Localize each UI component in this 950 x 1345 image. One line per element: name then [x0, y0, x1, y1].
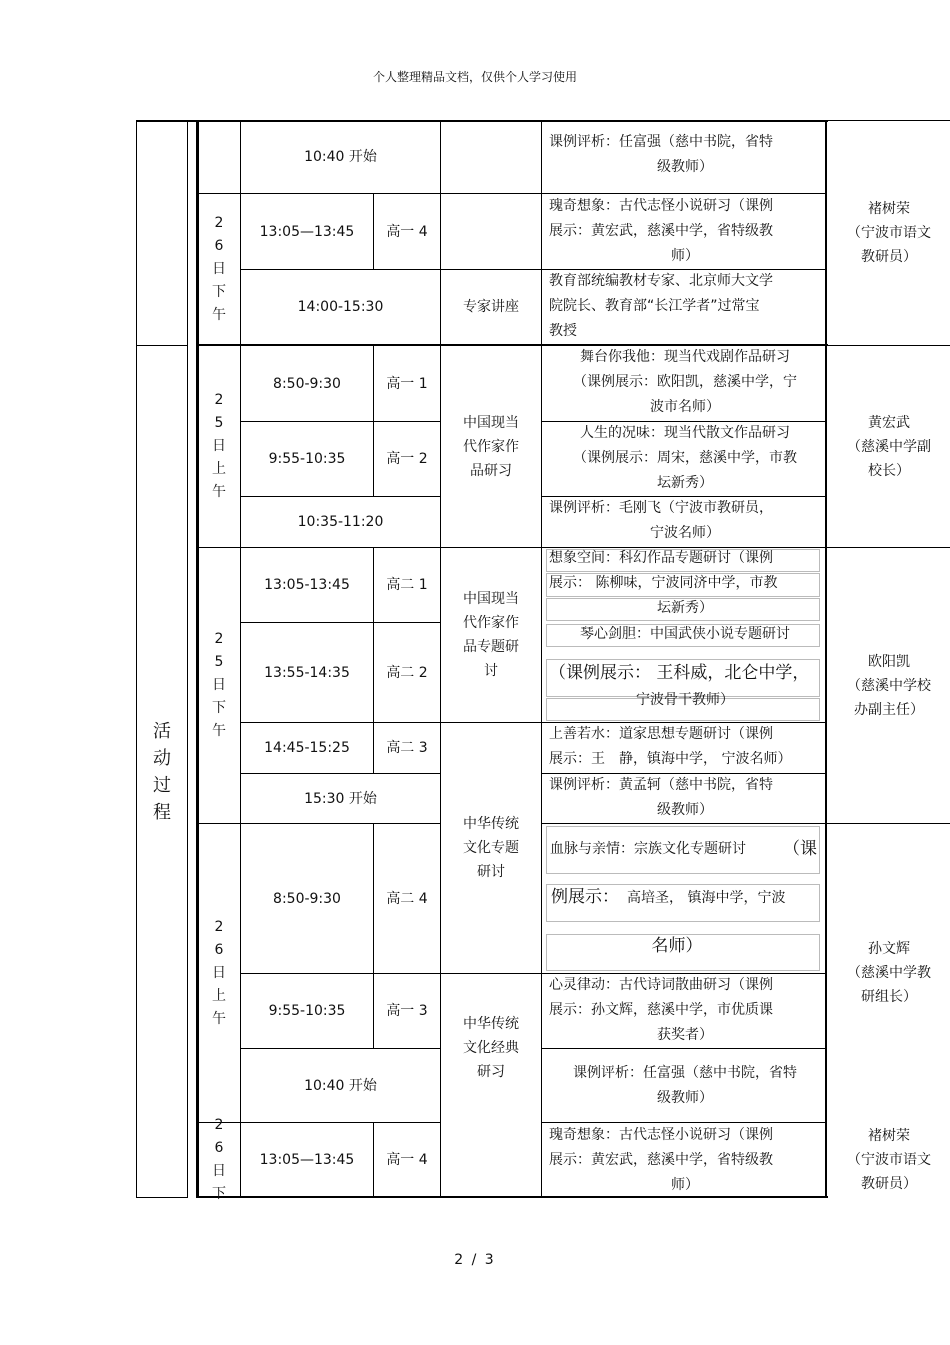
- desc-cell: 上善若水：道家思想专题研讨（课例 展示：王 静，镇海中学， 宁波名师）: [549, 726, 792, 767]
- grade-cell: 高一 4: [386, 1152, 428, 1168]
- page-number: 2 / 3: [454, 1252, 496, 1268]
- topic-cell: 中国现当 代作家作 品专题研 讨: [463, 591, 519, 679]
- desc-cell: 想象空间：科幻作品专题研讨（课例 展示： 陈柳味，宁波同济中学，市教 坛新秀）: [549, 550, 778, 616]
- page-header: 个人整理精品文档，仅供个人学习使用: [372, 70, 577, 84]
- time-cell: 14:45-15:25: [264, 740, 350, 756]
- host-cell: 孙文辉 （慈溪中学教 研组长）: [847, 941, 931, 1005]
- grade-cell: 高二 3: [386, 740, 428, 756]
- desc-cell: 课例评析：黄孟轲（慈中书院，省特 级教师）: [549, 777, 773, 818]
- grade-cell: 高一 3: [386, 1003, 428, 1019]
- time-cell: 8:50-9:30: [273, 375, 341, 392]
- desc-cell: 瑰奇想象：古代志怪小说研习（课例 展示：黄宏武，慈溪中学，省特级教 师）: [549, 1127, 773, 1193]
- grade-cell: 高二 1: [386, 577, 428, 593]
- topic-cell: 中国现当 代作家作 品研习: [463, 414, 519, 479]
- desc-cell: 血脉与亲情：宗族文化专题研讨 （课 例展示： 高培圣， 镇海中学，宁波 名师）: [550, 839, 817, 956]
- section-label: 活动过程: [153, 720, 171, 823]
- time-cell: 13:05—13:45: [259, 1152, 355, 1168]
- desc-cell: 课例评析：任富强（慈中书院，省特 级教师）: [549, 134, 773, 175]
- grade-cell: 高一 2: [386, 451, 428, 467]
- topic-cell: 中华传统 文化专题 研讨: [463, 816, 519, 880]
- grade-cell: 高二 4: [386, 890, 428, 907]
- time-cell: 15:30 开始: [304, 790, 377, 807]
- desc-cell: 课例评析：任富强（慈中书院，省特 级教师）: [573, 1065, 797, 1106]
- day-cell: 26日下: [212, 1117, 226, 1202]
- day-cell: 26日上午: [212, 918, 226, 1027]
- host-cell: 黄宏武 （慈溪中学副 校长）: [847, 414, 931, 479]
- time-cell: 8:50-9:30: [273, 890, 341, 907]
- grade-cell: 高二 2: [386, 664, 428, 681]
- time-cell: 14:00-15:30: [297, 299, 384, 315]
- desc-cell: 瑰奇想象：古代志怪小说研习（课例 展示：黄宏武，慈溪中学，省特级教 师）: [549, 198, 773, 264]
- topic-cell: 中华传统 文化经典 研习: [463, 1016, 519, 1080]
- time-cell: 9:55-10:35: [268, 451, 346, 467]
- time-cell: 10:40 开始: [304, 1077, 377, 1094]
- day-cell: 25日下午: [212, 631, 226, 739]
- desc-cell: 人生的况味：现当代散文作品研习 （课例展示：周宋，慈溪中学，市教 坛新秀）: [573, 425, 797, 491]
- time-cell: 13:05-13:45: [264, 577, 350, 593]
- host-cell: 褚树荣 （宁波市语文 教研员）: [847, 1128, 931, 1192]
- host-cell: 褚树荣 （宁波市语文 教研员）: [847, 201, 931, 265]
- desc-cell: 舞台你我他：现当代戏剧作品研习 （课例展示：欧阳凯，慈溪中学，宁 波市名师）: [573, 349, 797, 415]
- grade-cell: 高一 1: [386, 375, 428, 392]
- day-cell: 25日上午: [212, 392, 226, 500]
- desc-cell: 课例评析：毛刚飞（宁波市教研员， 宁波名师）: [549, 500, 773, 541]
- desc-cell: 琴心剑胆：中国武侠小说专题研讨 （课例展示： 王科威，北仑中学， 宁波骨干教师）: [549, 626, 810, 708]
- time-cell: 10:40 开始: [304, 149, 377, 165]
- host-cell: 欧阳凯 （慈溪中学校 办副主任）: [847, 653, 931, 718]
- time-cell: 9:55-10:35: [268, 1003, 346, 1019]
- desc-cell: 教育部统编教材专家、北京师大文学 院院长、教育部“长江学者”过常宝 教授: [549, 273, 773, 339]
- time-cell: 13:05—13:45: [259, 223, 355, 240]
- day-cell: 26日下午: [212, 214, 226, 323]
- grade-cell: 高一 4: [386, 223, 428, 240]
- time-cell: 13:55-14:35: [264, 664, 350, 681]
- time-cell: 10:35-11:20: [297, 514, 384, 530]
- desc-cell: 心灵律动：古代诗词散曲研习（课例 展示：孙文辉，慈溪中学，市优质课 获奖者）: [549, 977, 773, 1043]
- topic-cell: 专家讲座: [463, 299, 519, 315]
